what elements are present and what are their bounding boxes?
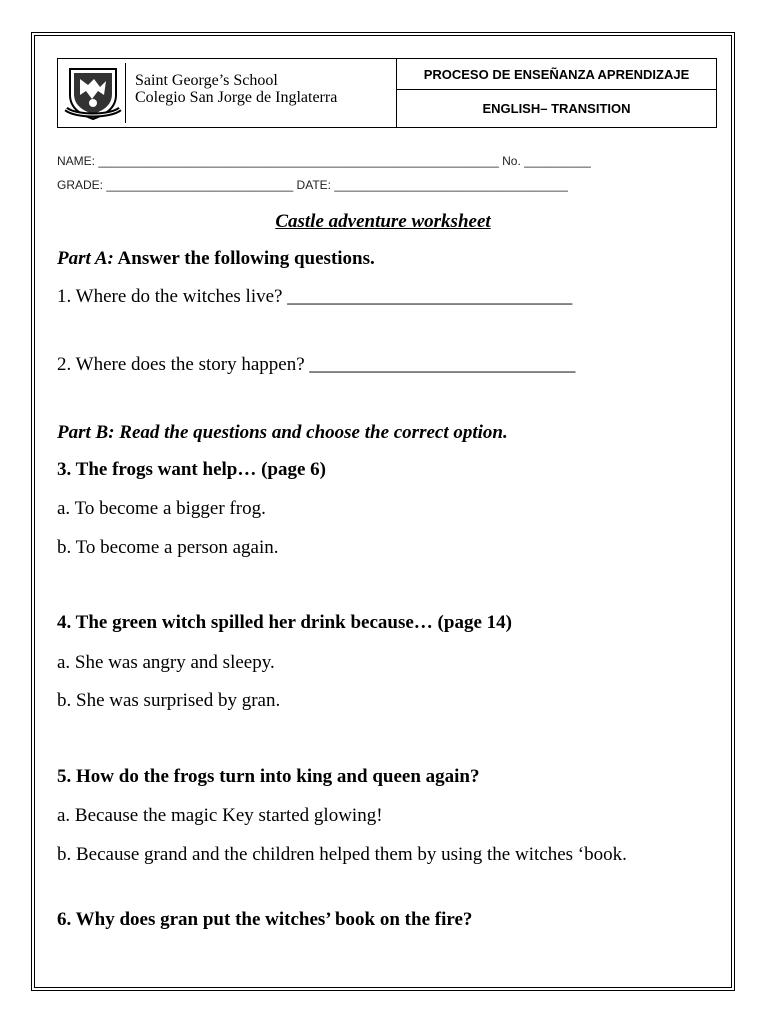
subject-label: ENGLISH– TRANSITION	[482, 101, 631, 116]
grade-date-field-line[interactable]: GRADE: ____________________________ DATE: ___________________________________	[57, 178, 568, 192]
question-4-option-a[interactable]: a. She was angry and sleepy.	[57, 652, 275, 673]
part-b-heading: Part B: Read the questions and choose the correct option.	[57, 422, 508, 443]
header-table	[57, 58, 717, 128]
school-names	[135, 72, 337, 106]
school-name-en: Saint George’s School	[135, 72, 278, 89]
question-3-option-a[interactable]: a. To become a bigger frog.	[57, 498, 266, 519]
name-field-line[interactable]: NAME: ____________________________________________________________ No. __________	[57, 154, 591, 168]
page-border	[31, 32, 735, 991]
worksheet-title: Castle adventure worksheet	[275, 211, 491, 232]
question-6: 6. Why does gran put the witches’ book on the fire?	[57, 909, 473, 930]
question-1[interactable]: 1. Where do the witches live? ______________________________	[57, 286, 573, 307]
question-3: 3. The frogs want help… (page 6)	[57, 459, 327, 480]
part-a-label: Part A:	[57, 248, 114, 269]
question-5-option-a[interactable]: a. Because the magic Key started glowing!	[57, 805, 383, 826]
part-a-heading	[57, 248, 375, 270]
question-3-option-b[interactable]: b. To become a person again.	[57, 537, 279, 558]
part-a-instruction: Answer the following questions.	[113, 248, 375, 269]
process-label: PROCESO DE ENSEÑANZA APRENDIZAJE	[397, 59, 716, 90]
question-4-option-b[interactable]: b. She was surprised by gran.	[57, 690, 281, 711]
course-block	[397, 59, 716, 127]
question-2[interactable]: 2. Where does the story happen? ____________________________	[57, 354, 576, 375]
crest-divider	[125, 63, 126, 123]
question-5-option-b[interactable]: b. Because grand and the children helped them by using the witches ‘book.	[57, 844, 627, 865]
school-block	[58, 59, 397, 127]
question-4: 4. The green witch spilled her drink because… (page 14)	[57, 612, 512, 633]
school-crest-icon	[64, 65, 122, 121]
question-5: 5. How do the frogs turn into king and queen again?	[57, 766, 480, 787]
school-name-es: Colegio San Jorge de Inglaterra	[135, 89, 338, 106]
